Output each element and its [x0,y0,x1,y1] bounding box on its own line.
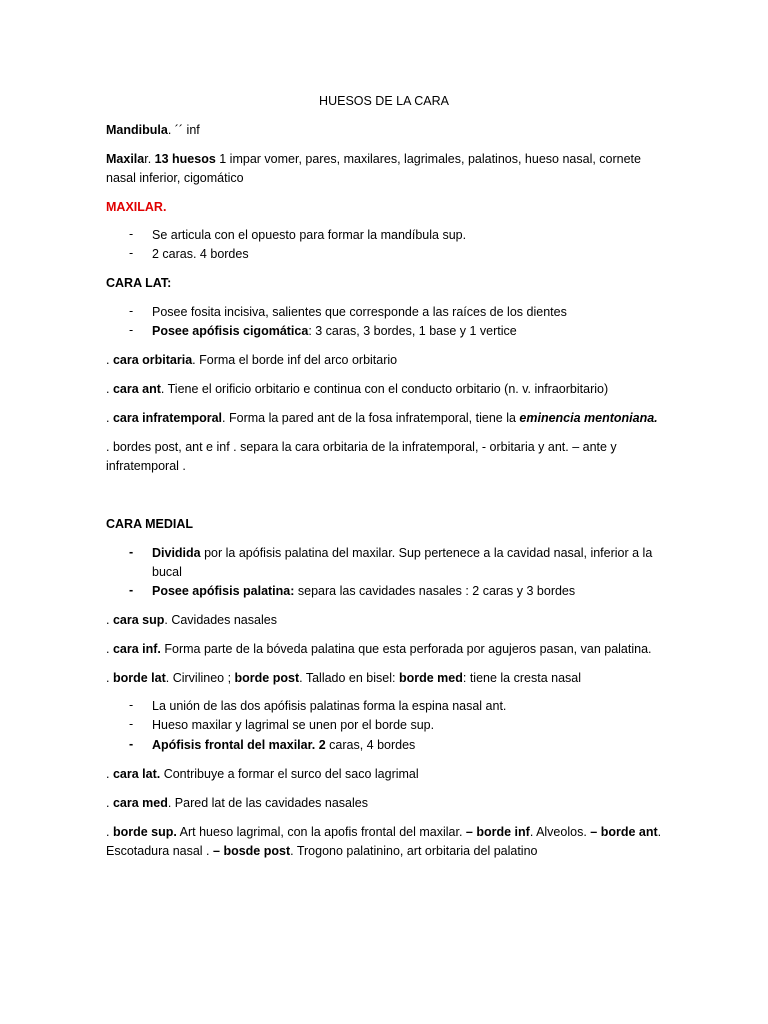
paragraph-cara-orbitaria [106,352,397,368]
text: . Alveolos. [529,825,591,839]
text: Contribuye a formar el surco del saco lagrimal [160,767,419,781]
term: Apófisis frontal del maxilar. 2 [152,738,326,752]
paragraph-cara-inf [106,641,652,657]
term-emphasis: eminencia mentoniana. [519,411,658,425]
term: – bosde post [213,844,291,858]
section-heading-cara-medial: CARA MEDIAL [106,517,194,531]
list-item: 2 caras. 4 bordes [152,247,249,261]
term: cara inf. [112,642,161,656]
bullet-dash: - [129,545,134,559]
list-item: Se articula con el opuesto para formar la mandíbula sup. [152,228,467,242]
bullet-dash: - [129,304,134,318]
paragraph-cara-sup [106,612,277,628]
term: cara orbitaria [112,353,193,367]
term: cara ant [112,382,161,396]
term: borde med [398,671,463,685]
text: . [106,796,113,810]
bullet-dash: - [129,246,134,260]
term: cara lat. [112,767,161,781]
text: . [106,671,113,685]
paragraph-borde-lat [106,670,581,686]
list-item: Posee fosita incisiva, salientes que corresponde a las raíces de los dientes [152,305,567,319]
paragraph-cara-lat-2 [106,766,419,782]
section-heading-cara-lat: CARA LAT: [106,276,172,290]
text: caras, 4 bordes [325,738,416,752]
paragraph-cara-ant [106,381,608,397]
term: Dividida [152,546,201,560]
bullet-dash: - [129,737,134,751]
term: cara sup [112,613,165,627]
text: . Forma el borde inf del arco orbitario [192,353,398,367]
text: . ´´ inf [167,123,200,137]
paragraph-bordes-line1: . bordes post, ant e inf . separa la cara orbitaria de la infratemporal, - orbitaria y ant. – ante y [106,440,617,454]
text: : tiene la cresta nasal [462,671,581,685]
text: . [106,411,113,425]
term: borde sup. [112,825,177,839]
paragraph-bordes-line2: infratemporal . [106,459,186,473]
paragraph-maxilar-line1 [106,151,641,167]
text: por la apófisis palatina del maxilar. Sup pertenece a la cavidad nasal, inferior a la [200,546,653,560]
term: Maxila [106,152,145,166]
text: . Forma la pared ant de la fosa infratemporal, tiene la [222,411,520,425]
text: Art hueso lagrimal, con la apofis frontal del maxilar. [176,825,466,839]
bullet-dash: - [129,323,134,337]
text: separa las cavidades nasales : 2 caras y 3 bordes [294,584,576,598]
term: cara med [112,796,168,810]
text: . [106,382,113,396]
list-item: La unión de las dos apófisis palatinas forma la espina nasal ant. [152,699,507,713]
text: . [106,353,113,367]
term: Posee apófisis palatina: [152,584,295,598]
term: borde post [234,671,300,685]
list-item-continuation: bucal [152,565,182,579]
list-item [152,323,517,339]
text: . [106,825,113,839]
text: . Tallado en bisel: [299,671,399,685]
paragraph-cara-med [106,795,368,811]
bullet-dash: - [129,717,134,731]
text: r. [144,152,155,166]
term: 13 huesos [154,152,216,166]
paragraph-mandibula [106,122,200,138]
text: . [106,642,113,656]
text: . Pared lat de las cavidades nasales [167,796,368,810]
text: 1 impar vomer, pares, maxilares, lagrimales, palatinos, hueso nasal, cornete [215,152,641,166]
text: : 3 caras, 3 bordes, 1 base y 1 vertice [308,324,517,338]
term: cara infratemporal [112,411,223,425]
paragraph-maxilar-line2: nasal inferior, cigomático [106,171,244,185]
bullet-dash: - [129,583,134,597]
term: Mandibula [106,123,168,137]
term: – borde ant [590,825,658,839]
paragraph-cara-infratemporal [106,410,658,426]
list-item: Hueso maxilar y lagrimal se unen por el borde sup. [152,718,435,732]
page-title: HUESOS DE LA CARA [319,94,449,108]
text: Forma parte de la bóveda palatina que esta perforada por agujeros pasan, van palatina. [160,642,652,656]
text: . [106,613,113,627]
list-item [152,737,415,753]
term: Posee apófisis cigomática [152,324,309,338]
text: . Tiene el orificio orbitario e continua con el conducto orbitario (n. v. infraorbitario) [160,382,609,396]
text: . Trogono palatinino, art orbitaria del palatino [290,844,538,858]
bullet-dash: - [129,698,134,712]
text: . Cirvilineo ; [165,671,235,685]
text: . [106,767,113,781]
paragraph-borde-sup-line2 [106,843,538,859]
list-item [152,545,652,561]
text: . Cavidades nasales [164,613,277,627]
text: Escotadura nasal . [106,844,214,858]
paragraph-borde-sup-line1 [106,824,661,840]
term: borde lat [112,671,166,685]
list-item [152,583,575,599]
section-heading-maxilar: MAXILAR. [106,200,167,214]
text: . [657,825,662,839]
term: – borde inf [465,825,530,839]
bullet-dash: - [129,227,134,241]
